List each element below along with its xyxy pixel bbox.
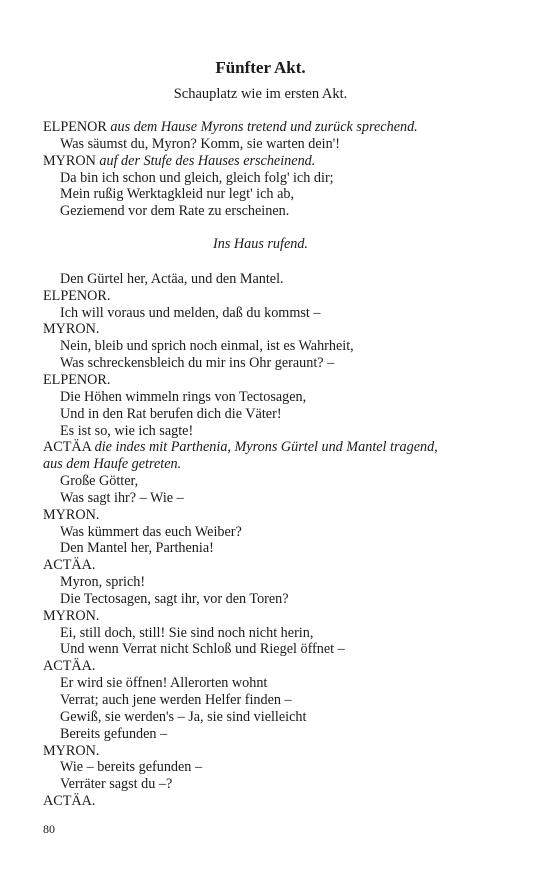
verse-line: Nein, bleib und sprich noch einmal, ist es Wahrheit,	[60, 338, 354, 355]
verse-line: Verrat; auch jene werden Helfer finden –	[60, 692, 292, 708]
verse-line: Was schreckensbleich du mir ins Ohr geraunt? –	[60, 355, 335, 372]
verse-line: Es ist so, wie ich sagte!	[60, 422, 194, 439]
verse-line: Die Tectosagen, sagt ihr, vor den Toren?	[60, 590, 289, 607]
verse-line: Große Götter,	[60, 473, 139, 490]
verse-line: Verräter sagst du –?	[60, 776, 173, 793]
speaker-name: ACTÄA.	[43, 658, 96, 675]
verse-line: Ich will voraus und melden, daß du kommst –	[60, 304, 321, 321]
speaker-name: ACTÄA.	[43, 793, 96, 810]
speaker-name: MYRON.	[43, 321, 100, 338]
verse-line: Da bin ich schon und gleich, gleich folg' ich dir;	[60, 169, 334, 186]
speaker-name: ELPENOR	[43, 119, 107, 135]
speaker-name: ACTÄA.	[43, 557, 96, 574]
centered-stage-direction: Ins Haus rufend.	[213, 236, 308, 253]
speaker-name: MYRON	[43, 152, 96, 169]
verse-line: Was sagt ihr? – Wie –	[60, 489, 184, 506]
verse-line: Den Gürtel her, Actäa, und den Mantel.	[60, 270, 284, 287]
dialogue-text	[43, 119, 513, 810]
verse-line: Bereits gefunden –	[60, 725, 168, 742]
verse-line: Was säumst du, Myron? Komm, sie warten dein'!	[60, 135, 340, 152]
verse-line: Myron, sprich!	[60, 574, 146, 591]
speaker-name: MYRON.	[43, 506, 100, 523]
verse-line: Die Höhen wimmeln rings von Tectosagen,	[60, 388, 307, 405]
verse-line: Gewiß, sie werden's – Ja, sie sind vielleicht	[60, 708, 307, 725]
setting-line: Schauplatz wie im ersten Akt.	[173, 86, 348, 102]
verse-line: Und in den Rat berufen dich die Väter!	[60, 405, 282, 422]
speaker-name: ELPENOR.	[43, 287, 111, 304]
verse-line: Und wenn Verrat nicht Schloß und Riegel öffnet –	[60, 641, 345, 658]
stage-direction: aus dem Hause Myrons tretend und zurück sprechend.	[110, 119, 418, 135]
verse-line: Geziemend vor dem Rate zu erscheinen.	[60, 203, 290, 220]
verse-line: Wie – bereits gefunden –	[60, 759, 203, 776]
verse-line: Er wird sie öffnen! Allerorten wohnt	[60, 675, 268, 692]
stage-direction: auf der Stufe des Hauses erscheinend.	[99, 152, 316, 169]
stage-direction-line	[43, 439, 513, 456]
speaker-name: ACTÄA	[43, 439, 92, 456]
speaker-name: ELPENOR.	[43, 371, 111, 388]
stage-direction-line	[43, 119, 513, 136]
speaker-name: MYRON.	[43, 742, 100, 759]
verse-line: Was kümmert das euch Weiber?	[60, 523, 242, 540]
stage-direction-line	[43, 153, 513, 170]
act-title: Fünfter Akt.	[215, 58, 306, 77]
stage-direction: die indes mit Parthenia, Myrons Gürtel und Mantel tragend,	[94, 439, 438, 456]
verse-line: Den Mantel her, Parthenia!	[60, 540, 214, 557]
verse-line: Mein rußig Werktagkleid nur legt' ich ab,	[60, 186, 295, 203]
stage-direction: aus dem Haufe getreten.	[43, 456, 182, 473]
speaker-name: MYRON.	[43, 607, 100, 624]
page-number: 80	[43, 822, 55, 836]
verse-line: Ei, still doch, still! Sie sind noch nicht herin,	[60, 624, 314, 641]
